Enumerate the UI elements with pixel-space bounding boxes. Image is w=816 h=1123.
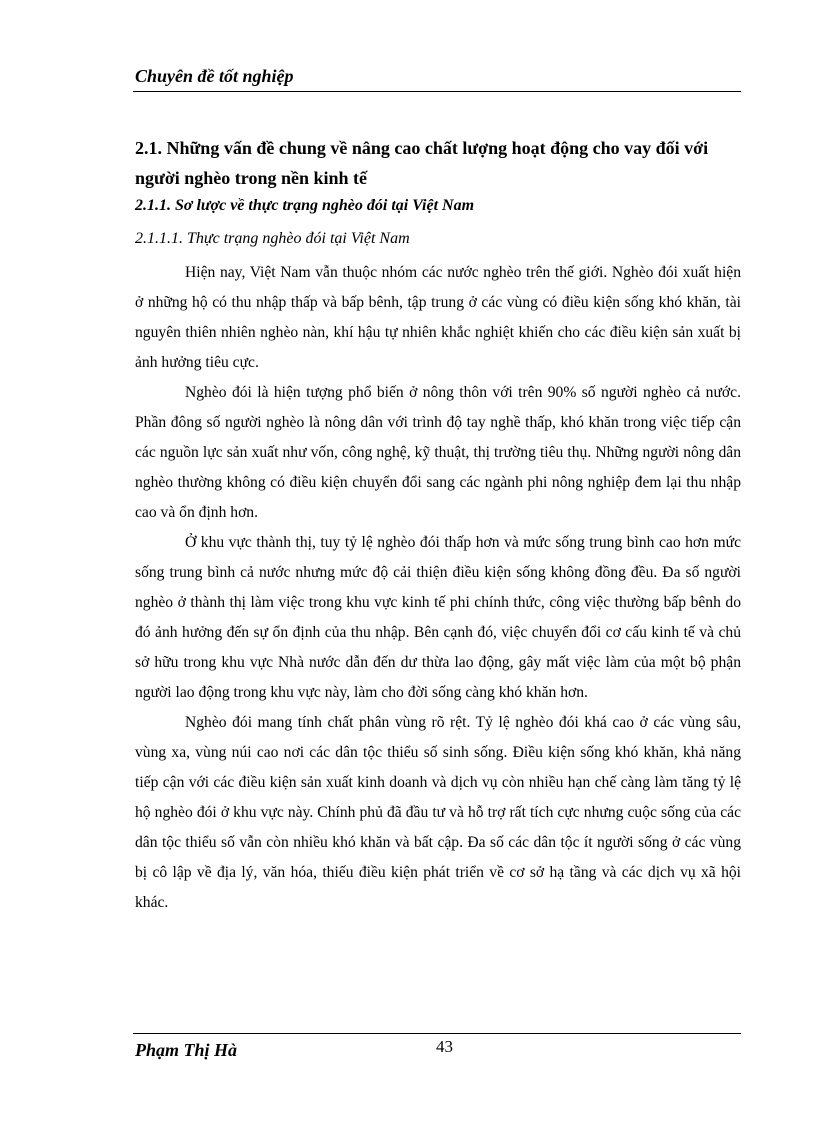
subsection-heading: 2.1.1. Sơ lược về thực trạng nghèo đói tại Việt Nam xyxy=(135,197,475,214)
paragraph: Nghèo đói mang tính chất phân vùng rõ rệt. Tỷ lệ nghèo đói khá cao ở các vùng sâu, vùng xa, vùng núi cao nơi các dân tộc thiểu số sinh sống. Điều kiện sống khó khăn, khả năng tiếp cận với các điều kiện sản xuất kinh doanh và dịch vụ còn nhiều hạn chế càng làm tăng tỷ lệ hộ nghèo đói ở khu vực này. Chính phủ đã đầu tư và hỗ trợ rất tích cực nhưng cuộc sống của các dân tộc thiểu số vẫn còn nhiều khó khăn và bất cập. Đa số các dân tộc ít người sống ở các vùng bị cô lập về địa lý, văn hóa, thiếu điều kiện phát triển về cơ sở hạ tầng và các dịch vụ xã hội khác. xyxy=(135,714,741,911)
subsubsection-heading: 2.1.1.1. Thực trạng nghèo đói tại Việt Nam xyxy=(135,230,410,247)
body-text xyxy=(135,258,741,918)
paragraph: Nghèo đói là hiện tượng phổ biến ở nông thôn với trên 90% số người nghèo cả nước. Phần đông số người nghèo là nông dân với trình độ tay nghề thấp, khó khăn trong việc tiếp cận các nguồn lực sản xuất như vốn, công nghệ, kỹ thuật, thị trường tiêu thụ. Những người nông dân nghèo thường không có điều kiện chuyển đổi sang các ngành phi nông nghiệp đem lại thu nhập cao và ổn định hơn. xyxy=(135,384,741,521)
section-heading: 2.1. Những vấn đề chung về nâng cao chất lượng hoạt động cho vay đối với người nghèo trong nền kinh tế xyxy=(135,138,709,188)
page-number: 43 xyxy=(436,1037,453,1056)
footer-author: Phạm Thị Hà xyxy=(135,1040,238,1060)
header-divider xyxy=(133,91,741,92)
paragraph: Ở khu vực thành thị, tuy tỷ lệ nghèo đói thấp hơn và mức sống trung bình cao hơn mức sống trung bình cả nước nhưng mức độ cải thiện điều kiện sống không đồng đều. Đa số người nghèo ở thành thị làm việc trong khu vực kinh tế phi chính thức, công việc thường bấp bênh do đó ảnh hưởng đến sự ổn định của thu nhập. Bên cạnh đó, việc chuyển đổi cơ cấu kinh tế và chủ sở hữu trong khu vực Nhà nước dẫn đến dư thừa lao động, gây mất việc làm của một bộ phận người lao động trong khu vực này, làm cho đời sống càng khó khăn hơn. xyxy=(135,534,741,701)
footer-divider xyxy=(133,1033,741,1034)
header-title: Chuyên đề tốt nghiệp xyxy=(135,66,294,86)
paragraph: Hiện nay, Việt Nam vẫn thuộc nhóm các nước nghèo trên thế giới. Nghèo đói xuất hiện ở những hộ có thu nhập thấp và bấp bênh, tập trung ở các vùng có điều kiện sống khó khăn, tài nguyên thiên nhiên nghèo nàn, khí hậu tự nhiên khắc nghiệt khiến cho các điều kiện sản xuất bị ảnh hưởng tiêu cực. xyxy=(135,264,741,371)
